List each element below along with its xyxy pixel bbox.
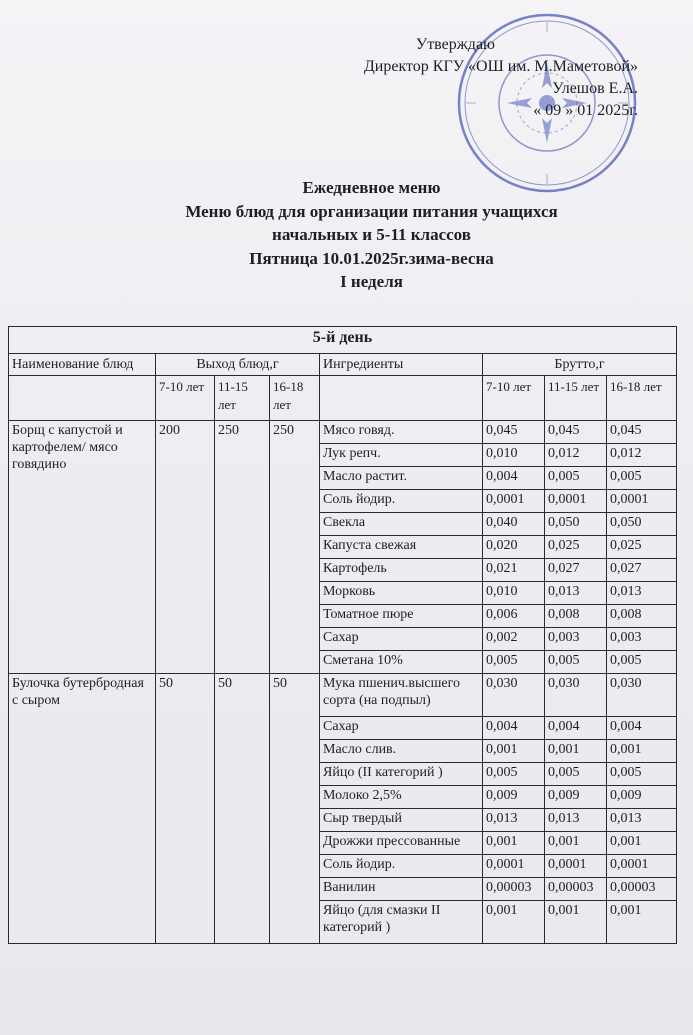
ingredient-name: Капуста свежая — [320, 536, 483, 559]
brutto-11-15: 0,005 — [545, 467, 607, 490]
brutto-7-10: 0,020 — [483, 536, 545, 559]
brutto-16-18: 0,00003 — [607, 878, 677, 901]
brutto-age-16-18: 16-18 лет — [607, 376, 677, 421]
ingredient-name: Яйцо (II категорий ) — [320, 763, 483, 786]
brutto-11-15: 0,001 — [545, 832, 607, 855]
brutto-7-10: 0,001 — [483, 901, 545, 944]
column-dish-name: Наименование блюд — [9, 354, 156, 376]
brutto-16-18: 0,001 — [607, 740, 677, 763]
brutto-11-15: 0,027 — [545, 559, 607, 582]
age-11-15: 11-15 лет — [215, 376, 270, 421]
ingredient-row — [9, 421, 677, 444]
dish-name: Борщ с капустой и картофелем/ мясо говядино — [9, 421, 156, 674]
brutto-11-15: 0,003 — [545, 628, 607, 651]
brutto-16-18: 0,0001 — [607, 855, 677, 878]
ingredient-name: Морковь — [320, 582, 483, 605]
brutto-age-7-10: 7-10 лет — [483, 376, 545, 421]
ingredient-row — [9, 674, 677, 717]
brutto-7-10: 0,021 — [483, 559, 545, 582]
brutto-11-15: 0,008 — [545, 605, 607, 628]
brutto-11-15: 0,0001 — [545, 855, 607, 878]
brutto-11-15: 0,013 — [545, 809, 607, 832]
brutto-7-10: 0,010 — [483, 444, 545, 467]
brutto-11-15: 0,030 — [545, 674, 607, 717]
ingredient-name: Соль йодир. — [320, 855, 483, 878]
brutto-11-15: 0,0001 — [545, 490, 607, 513]
brutto-7-10: 0,004 — [483, 717, 545, 740]
brutto-11-15: 0,050 — [545, 513, 607, 536]
brutto-7-10: 0,006 — [483, 605, 545, 628]
ingredient-name: Томатное пюре — [320, 605, 483, 628]
ingredient-name: Сыр твердый — [320, 809, 483, 832]
brutto-7-10: 0,010 — [483, 582, 545, 605]
column-ingredients: Ингредиенты — [320, 354, 483, 376]
brutto-7-10: 0,001 — [483, 832, 545, 855]
title-classes: начальных и 5-11 классов — [272, 225, 471, 244]
brutto-11-15: 0,005 — [545, 651, 607, 674]
dish-output-16-18: 250 — [270, 421, 320, 674]
ingredient-name: Ванилин — [320, 878, 483, 901]
brutto-7-10: 0,013 — [483, 809, 545, 832]
brutto-11-15: 0,045 — [545, 421, 607, 444]
ingredient-name: Яйцо (для смазки II категорий ) — [320, 901, 483, 944]
approval-line-approve: Утверждаю — [415, 36, 495, 53]
brutto-16-18: 0,005 — [607, 467, 677, 490]
ingredient-name: Сметана 10% — [320, 651, 483, 674]
brutto-16-18: 0,003 — [607, 628, 677, 651]
day-header: 5-й день — [9, 327, 677, 354]
approval-line-name: Улешов Е.А. — [552, 80, 638, 97]
ingredient-name: Масло слив. — [320, 740, 483, 763]
title-menu-purpose: Меню блюд для организации питания учащихся — [185, 201, 558, 221]
brutto-11-15: 0,009 — [545, 786, 607, 809]
menu-title-block — [0, 176, 693, 294]
brutto-16-18: 0,027 — [607, 559, 677, 582]
brutto-7-10: 0,004 — [483, 467, 545, 490]
brutto-11-15: 0,005 — [545, 763, 607, 786]
ingredient-name: Мясо говяд. — [320, 421, 483, 444]
brutto-7-10: 0,009 — [483, 786, 545, 809]
brutto-16-18: 0,012 — [607, 444, 677, 467]
age-16-18: 16-18 лет — [270, 376, 320, 421]
brutto-16-18: 0,050 — [607, 513, 677, 536]
approval-line-date: « 09 » 01 2025г. — [533, 102, 638, 119]
brutto-7-10: 0,040 — [483, 513, 545, 536]
dish-output-11-15: 50 — [215, 674, 270, 944]
brutto-16-18: 0,008 — [607, 605, 677, 628]
dish-output-7-10: 200 — [156, 421, 215, 674]
brutto-16-18: 0,025 — [607, 536, 677, 559]
ingredient-name: Лук репч. — [320, 444, 483, 467]
brutto-7-10: 0,0001 — [483, 490, 545, 513]
ingredient-name: Соль йодир. — [320, 490, 483, 513]
ingredient-name: Свекла — [320, 513, 483, 536]
dish-output-7-10: 50 — [156, 674, 215, 944]
brutto-7-10: 0,00003 — [483, 878, 545, 901]
dish-output-16-18: 50 — [270, 674, 320, 944]
brutto-7-10: 0,005 — [483, 763, 545, 786]
brutto-11-15: 0,025 — [545, 536, 607, 559]
brutto-16-18: 0,013 — [607, 809, 677, 832]
brutto-11-15: 0,00003 — [545, 878, 607, 901]
brutto-7-10: 0,0001 — [483, 855, 545, 878]
approval-line-director: Директор КГУ «ОШ им. М.Маметовой» — [363, 58, 638, 75]
ingredient-name: Молоко 2,5% — [320, 786, 483, 809]
brutto-16-18: 0,030 — [607, 674, 677, 717]
brutto-16-18: 0,005 — [607, 651, 677, 674]
brutto-11-15: 0,013 — [545, 582, 607, 605]
brutto-16-18: 0,001 — [607, 832, 677, 855]
column-output: Выход блюд,г — [156, 354, 320, 376]
ingredient-name: Картофель — [320, 559, 483, 582]
empty-cell — [9, 376, 156, 421]
brutto-11-15: 0,004 — [545, 717, 607, 740]
brutto-age-11-15: 11-15 лет — [545, 376, 607, 421]
empty-cell — [320, 376, 483, 421]
brutto-7-10: 0,030 — [483, 674, 545, 717]
title-daily-menu: Ежедневное меню — [302, 178, 441, 197]
brutto-11-15: 0,001 — [545, 740, 607, 763]
brutto-11-15: 0,012 — [545, 444, 607, 467]
brutto-16-18: 0,013 — [607, 582, 677, 605]
title-date: Пятница 10.01.2025г.зима-весна — [249, 248, 494, 268]
menu-table — [8, 326, 677, 944]
brutto-7-10: 0,001 — [483, 740, 545, 763]
brutto-11-15: 0,001 — [545, 901, 607, 944]
ingredient-name: Сахар — [320, 628, 483, 651]
brutto-16-18: 0,005 — [607, 763, 677, 786]
ingredient-name: Дрожжи прессованные — [320, 832, 483, 855]
ingredient-name: Мука пшенич.высшего сорта (на подпыл) — [320, 674, 483, 717]
dish-output-11-15: 250 — [215, 421, 270, 674]
brutto-7-10: 0,005 — [483, 651, 545, 674]
title-week: I неделя — [340, 272, 403, 291]
ingredient-name: Сахар — [320, 717, 483, 740]
brutto-7-10: 0,045 — [483, 421, 545, 444]
age-7-10: 7-10 лет — [156, 376, 215, 421]
dish-name: Булочка бутербродная с сыром — [9, 674, 156, 944]
brutto-16-18: 0,001 — [607, 901, 677, 944]
column-brutto: Брутто,г — [483, 354, 677, 376]
brutto-7-10: 0,002 — [483, 628, 545, 651]
brutto-16-18: 0,0001 — [607, 490, 677, 513]
brutto-16-18: 0,045 — [607, 421, 677, 444]
brutto-16-18: 0,004 — [607, 717, 677, 740]
brutto-16-18: 0,009 — [607, 786, 677, 809]
ingredient-name: Масло растит. — [320, 467, 483, 490]
approval-block — [340, 34, 660, 122]
